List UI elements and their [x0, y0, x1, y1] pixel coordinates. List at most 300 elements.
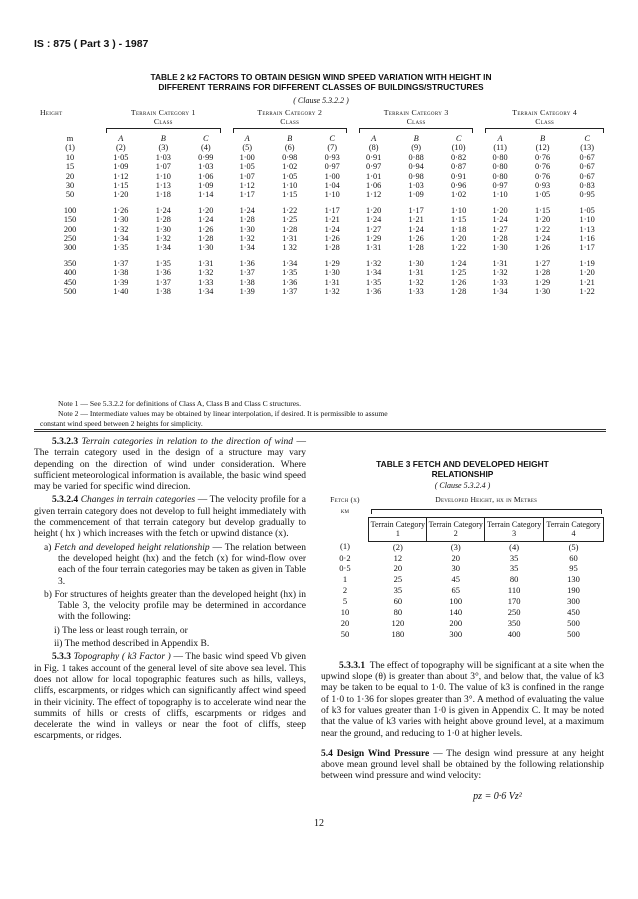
- k2-cell: 1·36: [239, 258, 255, 268]
- k2-cell: 1·36: [155, 268, 171, 278]
- k2-cell: 0·98: [282, 152, 298, 162]
- para-5-4: 5.4 Design Wind Pressure — The design wind pressure at any height above mean ground level shall be obtained by the following relationship between wind pressure and wind velocity:: [321, 748, 604, 782]
- k2-cell: 1·16: [579, 234, 595, 244]
- k2-cell: 1·38: [113, 268, 129, 278]
- k2-cell: 1·20: [451, 234, 467, 244]
- k2-cell: 1·31: [492, 258, 508, 268]
- developed-height-cell: 130: [567, 574, 580, 585]
- k2-cell: 1·28: [492, 234, 508, 244]
- k2-cell: 1·38: [239, 277, 255, 287]
- k2-cell: 1·03: [408, 181, 424, 191]
- table2-col-number: (5): [242, 143, 253, 153]
- table3-col-number: (1): [339, 541, 350, 552]
- fetch-cell: 1: [342, 574, 348, 585]
- k2-cell: 1·24: [324, 224, 340, 234]
- table2-col-numbers-row: [40, 143, 610, 152]
- k2-cell: 1·27: [492, 224, 508, 234]
- k2-cell: 1·10: [492, 190, 508, 200]
- k2-cell: 1·33: [198, 277, 214, 287]
- table3-col-numbers-row: [321, 541, 604, 552]
- k2-cell: 1·18: [451, 224, 467, 234]
- developed-height-cell: 500: [567, 617, 580, 628]
- k2-cell: 1·21: [324, 215, 340, 225]
- table2-title: [40, 72, 602, 92]
- k2-cell: 1·34: [366, 268, 382, 278]
- table3-col-number: (3): [450, 541, 461, 552]
- developed-height-cell: 110: [507, 585, 521, 596]
- k2-cell: 0·99: [198, 152, 214, 162]
- k2-cell: 1·31: [324, 277, 340, 287]
- k2-cell: 1·20: [534, 215, 551, 225]
- k2-cell: 1·13: [155, 181, 171, 191]
- developed-height-cell: 300: [567, 596, 580, 607]
- table-row: [40, 172, 610, 181]
- k2-cell: 1·25: [282, 215, 298, 225]
- table-row: [40, 243, 610, 252]
- height-cell: 100: [63, 205, 77, 215]
- fetch-cell: 2: [342, 585, 348, 596]
- k2-cell: 0·76: [534, 162, 551, 172]
- table2-col-number: (10): [451, 143, 466, 153]
- left-column: [34, 437, 306, 745]
- table2-col-number: (4): [200, 143, 211, 153]
- k2-cell: 1·00: [239, 152, 255, 162]
- k2-cell: 1·10: [155, 171, 171, 181]
- k2-cell: 0·76: [534, 171, 551, 181]
- table2-col-number: (6): [284, 143, 295, 153]
- developed-height-cell: 350: [507, 617, 521, 628]
- table-row: [321, 553, 604, 564]
- table-row: [40, 206, 610, 215]
- fetch-cell: 5: [342, 596, 348, 607]
- k2-cell: 1·31: [408, 268, 424, 278]
- para-5-3-3-1: 5.3.3.1 The effect of topography will be significant at a site when the upwind slope (θ) is greater than about 3°, and below that, the value of k3 may be taken to be equal to 1·0. The value of k3 is confined in the range of 1·0 to 1·36 for slopes greater than 3°. A method of evaluating the value of k3 for values greater than 1·0 is given in Appendix C. It may be noted that the value of k3 varies with height above ground level, at a maximum near the ground, and reducing to 1·0 at higher levels.: [321, 660, 604, 739]
- k2-cell: 1·30: [113, 215, 129, 225]
- k2-cell: 1·30: [408, 258, 424, 268]
- table-row: [40, 234, 610, 243]
- k2-cell: 1·06: [366, 181, 382, 191]
- fetch-cell: 50: [340, 628, 350, 639]
- k2-cell: 1·01: [366, 171, 382, 181]
- table-row: [40, 287, 610, 296]
- table-row: [40, 181, 610, 190]
- height-cell: 500: [63, 287, 77, 297]
- k2-cell: 1·33: [492, 277, 508, 287]
- k2-cell: 1·30: [534, 287, 551, 297]
- k2-cell: 1·32: [366, 258, 382, 268]
- k2-cell: 1·39: [113, 277, 129, 287]
- table2-col-number: (8): [368, 143, 379, 153]
- k2-cell: 1·07: [155, 162, 171, 172]
- k2-cell: 1·30: [324, 268, 340, 278]
- height-cell: 350: [63, 258, 77, 268]
- height-cell: 450: [63, 277, 77, 287]
- k2-cell: 0·82: [451, 152, 467, 162]
- table2-col-number: (7): [327, 143, 338, 153]
- table3-body: [321, 553, 604, 640]
- table-row: [321, 563, 604, 574]
- k2-cell: 0·94: [408, 162, 424, 172]
- table3-col-number: (5): [568, 541, 579, 552]
- k2-cell: 1·34: [282, 258, 298, 268]
- developed-height-cell: 140: [449, 607, 463, 618]
- k2-cell: 1·26: [113, 205, 129, 215]
- k2-cell: 1·05: [579, 205, 595, 215]
- height-cell: 30: [65, 181, 75, 191]
- k2-cell: 1·26: [324, 234, 340, 244]
- k2-cell: 1·18: [155, 190, 171, 200]
- table3-title: TABLE 3 FETCH AND DEVELOPED HEIGHT RELATIONSHIP: [376, 459, 549, 479]
- height-cell: 150: [63, 215, 77, 225]
- page-header: IS : 875 ( Part 3 ) - 1987: [34, 38, 149, 50]
- para-5-3-3: 5.3.3 Topography ( k3 Factor ) — The basic wind speed Vb given in Fig. 1 takes account of the general level of site above sea level. This does not allow for local topographic features such as hills, valleys, cliffs, escarpments, or ridges which can significantly affect wind speed in their vicinity. The effect of topography is to accelerate wind near the summits of hills or crests of cliffs, escarpments or ridges and decelerate the wind in valleys or near the foot of cliffs, steep escarpments, or ridges.: [34, 652, 306, 742]
- table-row: [321, 607, 604, 618]
- k2-cell: 0·98: [408, 171, 424, 181]
- k2-cell: 1·28: [198, 234, 214, 244]
- k2-cell: 1·26: [451, 277, 467, 287]
- table3-category-2: Terrain Category 2: [427, 517, 485, 541]
- k2-cell: 1·30: [492, 243, 508, 253]
- table-row: [40, 162, 610, 171]
- k2-cell: 1·09: [408, 190, 424, 200]
- developed-height-cell: 25: [393, 574, 403, 585]
- right-column: [321, 437, 604, 802]
- k2-cell: 1·35: [155, 258, 171, 268]
- k2-cell: 0·97: [366, 162, 382, 172]
- para-5-3-2-4: 5.3.2.4 Changes in terrain categories — The velocity profile for a given terrain category does not develop to full height immediately with the commencement of that terrain category but develop gradually to height ( hx ) which increases with the fetch or upwind distance (x).: [34, 495, 306, 540]
- k2-cell: 0·83: [579, 181, 595, 191]
- k2-cell: 1·29: [366, 234, 382, 244]
- k2-cell: 1·20: [113, 190, 129, 200]
- table-row: [321, 596, 604, 607]
- k2-cell: 0·97: [324, 162, 340, 172]
- developed-height-cell: 170: [507, 596, 521, 607]
- section-divider: [34, 429, 606, 432]
- k2-cell: 1·30: [198, 243, 214, 253]
- k2-cell: 1·17: [239, 190, 255, 200]
- k2-cell: 1·31: [198, 258, 214, 268]
- table-row: [40, 259, 610, 268]
- table3-category-4: Terrain Category 4: [544, 517, 604, 541]
- developed-height-cell: 100: [449, 596, 463, 607]
- k2-cell: 0·97: [492, 181, 508, 191]
- height-cell: 400: [63, 268, 77, 278]
- k2-cell: 1·22: [579, 287, 595, 297]
- item-b-i: i) The less or least rough terrain, or: [54, 625, 188, 636]
- k2-cell: 1·05: [239, 162, 255, 172]
- k2-cell: 1·37: [113, 258, 129, 268]
- table2-note-1: Note 1 — See 5.3.2.2 for definitions of Class A, Class B and Class C structures.: [58, 399, 301, 408]
- table2-body: [40, 153, 610, 297]
- table-row: [321, 618, 604, 629]
- item-b: b) For structures of heights greater than the developed height (hx) in Table 3, the velocity profile may be determined in accordance with the following:: [44, 589, 306, 623]
- table-row: [321, 574, 604, 585]
- k2-cell: 1·34: [155, 243, 171, 253]
- table2-class-letters-row: m A B C A B C A B C A B C: [40, 134, 610, 143]
- k2-cell: 1·28: [451, 287, 467, 297]
- fetch-cell: 0·5: [339, 563, 351, 574]
- k2-cell: 1·28: [239, 215, 255, 225]
- k2-cell: 0·91: [366, 152, 382, 162]
- k2-cell: 1·06: [198, 171, 214, 181]
- k2-cell: 1·24: [366, 215, 382, 225]
- k2-cell: 1·19: [579, 258, 595, 268]
- k2-cell: 1·10: [324, 190, 340, 200]
- k2-cell: 1·02: [282, 162, 298, 172]
- k2-cell: 1·26: [198, 224, 214, 234]
- k2-cell: 1·03: [155, 152, 171, 162]
- k2-cell: 0·67: [579, 171, 595, 181]
- k2-cell: 1 32: [282, 243, 297, 253]
- developed-height-cell: 45: [451, 574, 460, 585]
- k2-cell: 1·10: [451, 205, 467, 215]
- table3-developed-height-header: Developed Height, hx in Metres: [435, 495, 538, 505]
- developed-height-cell: 65: [451, 585, 460, 596]
- k2-cell: 1·32: [239, 234, 255, 244]
- k2-cell: 1·28: [408, 243, 424, 253]
- k2-cell: 1·02: [451, 190, 467, 200]
- k2-cell: 1·03: [198, 162, 214, 172]
- table3-col-number: (2): [392, 541, 403, 552]
- k2-cell: 1·21: [408, 215, 424, 225]
- table2-category-4-header: Terrain Category 4 Class: [512, 108, 578, 126]
- item-b-ii: ii) The method described in Appendix B.: [54, 639, 210, 650]
- k2-cell: 1·09: [198, 181, 214, 191]
- developed-height-cell: 30: [451, 563, 460, 574]
- table2-header-row: [40, 108, 610, 126]
- k2-cell: 1·35: [113, 243, 129, 253]
- k2-cell: 1·09: [113, 162, 129, 172]
- table3-fetch-unit: km: [340, 506, 350, 516]
- k2-cell: 1·37: [155, 277, 171, 287]
- table3-category-1: Terrain Category 1: [369, 517, 427, 541]
- table2-col-number: (2): [115, 143, 126, 153]
- table2-category-2-header: Terrain Category 2 Class: [257, 108, 323, 126]
- table2: [40, 108, 610, 297]
- k2-cell: 1·05: [113, 152, 129, 162]
- developed-height-cell: 120: [391, 617, 405, 628]
- developed-height-cell: 190: [567, 585, 580, 596]
- bracket: [371, 509, 602, 514]
- k2-cell: 1·24: [492, 215, 508, 225]
- height-cell: 300: [63, 243, 77, 253]
- k2-cell: 1·32: [198, 268, 214, 278]
- k2-cell: 1·26: [534, 243, 551, 253]
- k2-cell: 1·28: [324, 243, 340, 253]
- developed-height-cell: 20: [393, 563, 403, 574]
- k2-cell: 1·34: [113, 234, 129, 244]
- k2-cell: 1·07: [239, 171, 255, 181]
- table3-category-row: [321, 517, 604, 541]
- k2-cell: 1·15: [534, 205, 551, 215]
- k2-cell: 1·24: [451, 258, 467, 268]
- k2-cell: 0·93: [534, 181, 551, 191]
- table2-clause: ( Clause 5.3.2.2 ): [293, 96, 349, 105]
- k2-cell: 0·88: [408, 152, 424, 162]
- k2-cell: 1·35: [282, 268, 298, 278]
- k2-cell: 1·33: [408, 287, 424, 297]
- k2-cell: 1·17: [324, 205, 340, 215]
- k2-cell: 1·32: [113, 224, 129, 234]
- k2-cell: 1·10: [579, 215, 595, 225]
- table2-title-line2: DIFFERENT TERRAINS FOR DIFFERENT CLASSES OF BUILDINGS/STRUCTURES: [158, 82, 484, 92]
- k2-cell: 1·17: [408, 205, 424, 215]
- k2-cell: 1·39: [239, 287, 255, 297]
- table2-category-1-header: Terrain Category 1 Class: [130, 108, 196, 126]
- table3-fetch-header: Fetch (x): [330, 495, 360, 505]
- table2-col-number: (12): [535, 143, 550, 153]
- k2-cell: 0·80: [492, 152, 508, 162]
- table-row: [40, 278, 610, 287]
- table2-col-number: (3): [158, 143, 169, 153]
- table2-category-3-header: Terrain Category 3 Class: [383, 108, 449, 126]
- k2-cell: 0·95: [579, 190, 595, 200]
- height-cell: 20: [65, 171, 75, 181]
- k2-cell: 1·32: [492, 268, 508, 278]
- developed-height-cell: 500: [567, 628, 580, 639]
- class-bracket: [485, 128, 604, 133]
- table3-col-number: (4): [509, 541, 520, 552]
- para-5-3-2-3: 5.3.2.3 Terrain categories in relation to the direction of wind — The terrain category used in the design of a structure may vary depending on the direction of wind under consideration. Where sufficient meteorological information is available, the basic wind speed may be varied for specific wind direcion.: [34, 437, 307, 493]
- k2-cell: 1·00: [324, 171, 340, 181]
- k2-cell: 1·37: [239, 268, 255, 278]
- k2-cell: 1·15: [113, 181, 129, 191]
- table-row: [40, 153, 610, 162]
- k2-cell: 1·25: [451, 268, 467, 278]
- k2-cell: 0·67: [579, 152, 595, 162]
- fetch-cell: 20: [340, 617, 350, 628]
- table-row: [40, 215, 610, 224]
- page-number: 12: [314, 818, 324, 829]
- k2-cell: 1·40: [113, 287, 129, 297]
- k2-cell: 1·17: [579, 243, 595, 253]
- developed-height-cell: 95: [569, 563, 578, 574]
- table3-category-3: Terrain Category 3: [485, 517, 544, 541]
- developed-height-cell: 20: [451, 552, 460, 563]
- k2-cell: 1·32: [155, 234, 171, 244]
- table-row: [40, 225, 610, 234]
- table-row: [40, 268, 610, 277]
- k2-cell: 1·13: [579, 224, 595, 234]
- k2-cell: 1·24: [198, 215, 214, 225]
- k2-cell: 1·36: [282, 277, 298, 287]
- k2-cell: 1·26: [408, 234, 424, 244]
- k2-cell: 0·80: [492, 162, 508, 172]
- k2-cell: 1·22: [282, 205, 298, 215]
- height-cell: 250: [63, 234, 77, 244]
- k2-cell: 0·67: [579, 162, 595, 172]
- k2-cell: 0·80: [492, 171, 508, 181]
- k2-cell: 1·32: [324, 287, 340, 297]
- k2-cell: 1·20: [579, 268, 595, 278]
- developed-height-cell: 200: [449, 617, 463, 628]
- class-bracket: [359, 128, 473, 133]
- developed-height-cell: 35: [509, 552, 519, 563]
- table2-title-line1: TABLE 2 k2 FACTORS TO OBTAIN DESIGN WIND SPEED VARIATION WITH HEIGHT IN: [150, 72, 492, 82]
- k2-cell: 1·04: [324, 181, 340, 191]
- table2-note-2: Note 2 — Intermediate values may be obtained by linear interpolation, if desired. It is permissible to assume: [58, 409, 388, 418]
- table2-note-2-cont: constant wind speed between 2 heights for simplicity.: [40, 419, 203, 428]
- k2-cell: 1·31: [366, 243, 382, 253]
- table2-unit: m: [66, 134, 74, 143]
- k2-cell: 1·28: [534, 268, 551, 278]
- k2-cell: 1·12: [366, 190, 382, 200]
- developed-height-cell: 12: [393, 552, 403, 563]
- k2-cell: 1·30: [239, 224, 255, 234]
- k2-cell: 1·27: [534, 258, 551, 268]
- height-cell: 200: [63, 224, 77, 234]
- developed-height-cell: 300: [449, 628, 463, 639]
- k2-cell: 0·93: [324, 152, 340, 162]
- table-row: [321, 629, 604, 640]
- developed-height-cell: 250: [507, 607, 521, 618]
- k2-cell: 1·27: [366, 224, 382, 234]
- k2-cell: 0·87: [451, 162, 467, 172]
- k2-cell: 1·21: [579, 277, 595, 287]
- k2-cell: 1·28: [155, 215, 171, 225]
- fetch-cell: 10: [340, 607, 350, 618]
- fetch-cell: 0·2: [339, 552, 351, 563]
- k2-cell: 0·96: [451, 181, 467, 191]
- wind-pressure-formula: pz = 0·6 Vz²: [473, 790, 522, 802]
- k2-cell: 1·15: [451, 215, 467, 225]
- table2-col-number: (9): [411, 143, 421, 153]
- table-row: [321, 585, 604, 596]
- table2-col-number: (13): [580, 143, 595, 153]
- k2-cell: 1·15: [282, 190, 298, 200]
- k2-cell: 1·38: [155, 287, 171, 297]
- developed-height-cell: 60: [569, 552, 578, 563]
- k2-cell: 1·35: [366, 277, 382, 287]
- table2-height-header: Height: [40, 108, 63, 117]
- table2-notes: [40, 399, 605, 429]
- k2-cell: 1·34: [492, 287, 508, 297]
- k2-cell: 1·05: [534, 190, 551, 200]
- class-bracket: [233, 128, 347, 133]
- k2-cell: 1·29: [534, 277, 551, 287]
- k2-cell: 1·29: [324, 258, 340, 268]
- k2-cell: 0·76: [534, 152, 551, 162]
- table2-col-number: (1): [65, 143, 75, 153]
- k2-cell: 1·30: [155, 224, 171, 234]
- k2-cell: 1·24: [155, 205, 171, 215]
- k2-cell: 1·20: [366, 205, 382, 215]
- k2-cell: 1·37: [282, 287, 298, 297]
- k2-cell: 1·22: [451, 243, 467, 253]
- table3-clause: ( Clause 5.3.2.4 ): [434, 481, 491, 490]
- k2-cell: 1·12: [113, 171, 129, 181]
- k2-cell: 1·31: [282, 234, 298, 244]
- k2-cell: 1·34: [239, 243, 255, 253]
- k2-cell: 1·24: [239, 205, 255, 215]
- k2-cell: 1·20: [198, 205, 214, 215]
- table3: [321, 495, 604, 639]
- developed-height-cell: 80: [509, 574, 519, 585]
- k2-cell: 1·28: [282, 224, 298, 234]
- k2-cell: 1·24: [408, 224, 424, 234]
- k2-cell: 1·20: [492, 205, 508, 215]
- item-a: a) Fetch and developed height relationship — The relation between the developed height (hx) and the fetch (x) for wind-flow over each of the four terrain categories may be taken as given in Table 3.: [44, 542, 306, 587]
- table2-col-number: (11): [493, 143, 507, 153]
- k2-cell: 1·24: [534, 234, 551, 244]
- k2-cell: 1·10: [282, 181, 298, 191]
- height-cell: 50: [65, 190, 75, 200]
- k2-cell: 1·34: [198, 287, 214, 297]
- k2-cell: 1·12: [239, 181, 255, 191]
- height-cell: 15: [65, 162, 75, 172]
- k2-cell: 1·05: [282, 171, 298, 181]
- height-cell: 10: [65, 152, 75, 162]
